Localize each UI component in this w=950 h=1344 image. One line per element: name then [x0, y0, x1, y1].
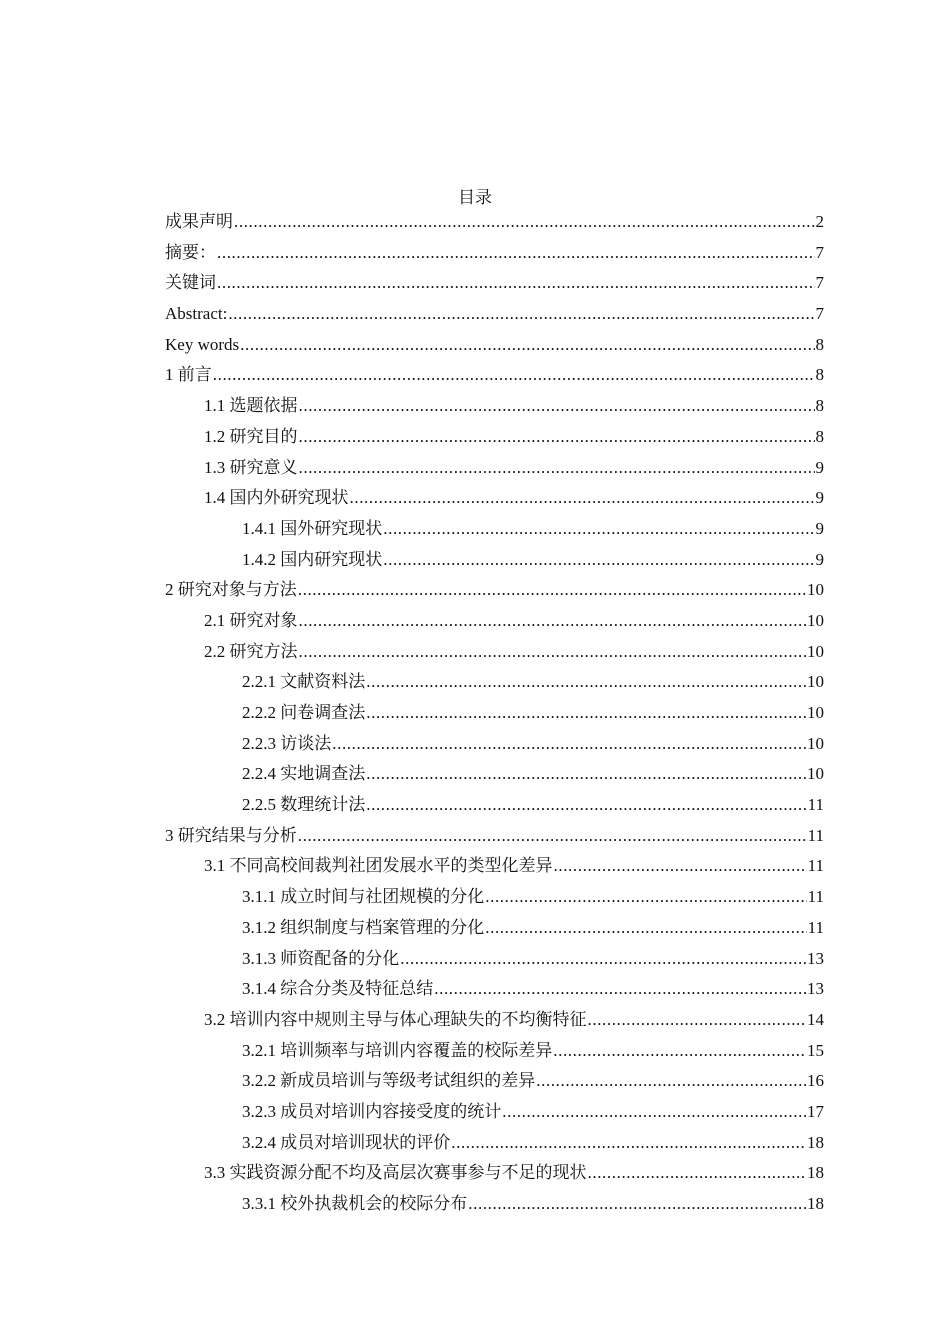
- dot-leader: [240, 330, 814, 361]
- dot-leader: [588, 1158, 807, 1189]
- toc-entry-page-number: 18: [807, 1163, 824, 1183]
- toc-entry[interactable]: [165, 1097, 824, 1128]
- toc-entry[interactable]: [165, 821, 824, 852]
- toc-entry[interactable]: [165, 1066, 824, 1097]
- toc-entry[interactable]: [165, 268, 824, 299]
- toc-entry-page-number: 13: [807, 979, 824, 999]
- toc-entry-page-number: 11: [807, 856, 824, 876]
- toc-entry-page-number: 10: [807, 610, 824, 630]
- toc-entry-page-number: 8: [815, 396, 824, 416]
- toc-entry[interactable]: [165, 606, 824, 637]
- toc-entry-page-number: 16: [807, 1071, 824, 1091]
- toc-entry[interactable]: [165, 299, 824, 330]
- toc-entry[interactable]: [165, 1036, 824, 1067]
- toc-entry[interactable]: [165, 667, 824, 698]
- toc-entry-label: Abstract:: [165, 304, 228, 324]
- toc-entry-label: 3.1.1 成立时间与社团规模的分化: [242, 887, 485, 907]
- dot-leader: [366, 698, 806, 729]
- toc-entry-label: 1.1 选题依据: [204, 396, 298, 416]
- dot-leader: [299, 637, 807, 668]
- dot-leader: [485, 882, 806, 913]
- dot-leader: [536, 1066, 806, 1097]
- toc-entry[interactable]: [165, 1189, 824, 1220]
- toc-entry[interactable]: [165, 453, 824, 484]
- toc-entry-label: 成果声明: [165, 212, 233, 231]
- dot-leader: [217, 238, 815, 269]
- toc-title: 目录: [458, 188, 492, 207]
- dot-leader: [299, 391, 815, 422]
- dot-leader: [332, 729, 806, 760]
- toc-entry[interactable]: [165, 1005, 824, 1036]
- toc-entry-page-number: 10: [807, 733, 824, 753]
- toc-entry-label: 1.3 研究意义: [204, 457, 298, 477]
- dot-leader: [234, 207, 815, 238]
- toc-entry-label: 3.1.4 综合分类及特征总结: [242, 979, 434, 999]
- toc-entry-label: 关键词: [165, 273, 216, 293]
- dot-leader: [350, 483, 815, 514]
- dot-leader: [217, 268, 815, 299]
- toc-entry-label: 1 前言: [165, 365, 212, 385]
- toc-entry-page-number: 10: [807, 764, 824, 784]
- toc-entry-page-number: 10: [807, 580, 824, 600]
- toc-entry-label: 3.2.3 成员对培训内容接受度的统计: [242, 1101, 502, 1121]
- toc-entry[interactable]: [165, 759, 824, 790]
- toc-entry-page-number: 10: [807, 672, 824, 692]
- toc-entry-page-number: 9: [815, 518, 824, 538]
- toc-entry-label: 3 研究结果与分析: [165, 825, 297, 845]
- toc-entry-label: 3.2 培训内容中规则主导与体心理缺失的不均衡特征: [204, 1009, 587, 1029]
- toc-entry-page-number: 13: [807, 948, 824, 968]
- toc-entry-label: 1.2 研究目的: [204, 426, 298, 446]
- dot-leader: [298, 821, 807, 852]
- dot-leader: [299, 422, 815, 453]
- toc-entry-page-number: 7: [815, 242, 824, 262]
- dot-leader: [299, 606, 807, 637]
- toc-entry-label: 2.2.1 文献资料法: [242, 672, 366, 692]
- toc-entry-page-number: 7: [815, 273, 824, 293]
- toc-entry[interactable]: [165, 1128, 824, 1159]
- toc-entry[interactable]: [165, 330, 824, 361]
- toc-entry-page-number: 10: [807, 703, 824, 722]
- toc-entry-page-number: 11: [807, 825, 824, 845]
- toc-entry-page-number: 9: [815, 457, 824, 477]
- toc-entry-label: 3.2.1 培训频率与培训内容覆盖的校际差异: [242, 1040, 553, 1060]
- dot-leader: [366, 790, 806, 821]
- toc-entry-page-number: 18: [807, 1194, 824, 1213]
- toc-entry[interactable]: [165, 790, 824, 821]
- toc-entry-label: 3.1.2 组织制度与档案管理的分化: [242, 917, 485, 937]
- toc-entry-label: 2.2.5 数理统计法: [242, 795, 366, 815]
- toc-entry-page-number: 17: [807, 1101, 824, 1121]
- toc-entry-label: 3.3 实践资源分配不均及高层次赛事参与不足的现状: [204, 1163, 587, 1183]
- dot-leader: [553, 1036, 806, 1067]
- dot-leader: [213, 360, 815, 391]
- dot-leader: [554, 851, 807, 882]
- toc-entry-label: 3.2.4 成员对培训现状的评价: [242, 1132, 451, 1152]
- dot-leader: [298, 575, 806, 606]
- toc-entry-page-number: 11: [807, 917, 824, 937]
- toc-entry[interactable]: [165, 483, 824, 514]
- table-of-contents: [165, 207, 824, 1220]
- toc-entry-page-number: 15: [807, 1040, 824, 1060]
- toc-entry[interactable]: [165, 944, 824, 975]
- toc-entry-page-number: 18: [807, 1132, 824, 1152]
- toc-entry[interactable]: [165, 575, 824, 606]
- toc-entry[interactable]: [165, 238, 824, 269]
- toc-entry-page-number: 11: [807, 887, 824, 907]
- dot-leader: [383, 514, 814, 545]
- toc-entry[interactable]: [165, 974, 824, 1005]
- dot-leader: [588, 1005, 807, 1036]
- toc-entry-page-number: 8: [815, 334, 824, 354]
- toc-entry[interactable]: [165, 729, 824, 760]
- toc-entry-page-number: 10: [807, 641, 824, 661]
- toc-entry-label: 摘要：: [165, 242, 216, 262]
- toc-entry-label: 2.2 研究方法: [204, 641, 298, 661]
- toc-entry-label: 2.2.2 问卷调查法: [242, 703, 366, 722]
- toc-entry-page-number: 9: [815, 488, 824, 508]
- toc-entry[interactable]: [165, 207, 824, 238]
- toc-entry[interactable]: [165, 422, 824, 453]
- dot-leader: [451, 1128, 806, 1159]
- toc-entry[interactable]: [165, 514, 824, 545]
- toc-entry-page-number: 8: [815, 365, 824, 385]
- dot-leader: [434, 974, 806, 1005]
- toc-entry-page-number: 11: [807, 795, 824, 815]
- toc-entry[interactable]: [165, 637, 824, 668]
- toc-entry-label: 3.1.3 师资配备的分化: [242, 948, 400, 968]
- toc-entry[interactable]: [165, 913, 824, 944]
- toc-entry-label: 3.3.1 校外执裁机会的校际分布: [242, 1194, 468, 1213]
- toc-entry-label: 3.1 不同高校间裁判社团发展水平的类型化差异: [204, 856, 553, 876]
- toc-entry-page-number: 14: [807, 1009, 824, 1029]
- dot-leader: [299, 453, 815, 484]
- dot-leader: [366, 667, 806, 698]
- dot-leader: [383, 545, 814, 576]
- toc-entry[interactable]: [165, 882, 824, 913]
- toc-entry-label: 2.2.3 访谈法: [242, 733, 332, 753]
- toc-entry-page-number: 7: [815, 304, 824, 324]
- toc-entry[interactable]: [165, 851, 824, 882]
- toc-entry-label: 3.2.2 新成员培训与等级考试组织的差异: [242, 1071, 536, 1091]
- toc-entry-page-number: 2: [815, 212, 824, 231]
- toc-entry-label: Key words: [165, 334, 240, 354]
- toc-entry-label: 1.4.2 国内研究现状: [242, 549, 383, 569]
- dot-leader: [228, 299, 814, 330]
- toc-entry-page-number: 8: [815, 426, 824, 446]
- dot-leader: [366, 759, 806, 790]
- toc-entry-label: 2 研究对象与方法: [165, 580, 297, 600]
- toc-entry-label: 2.2.4 实地调查法: [242, 764, 366, 784]
- toc-entry[interactable]: [165, 1158, 824, 1189]
- dot-leader: [400, 944, 806, 975]
- toc-entry-label: 1.4.1 国外研究现状: [242, 518, 383, 538]
- toc-entry[interactable]: [165, 698, 824, 729]
- toc-entry-label: 2.1 研究对象: [204, 610, 298, 630]
- dot-leader: [468, 1189, 806, 1220]
- toc-entry[interactable]: [165, 391, 824, 422]
- toc-entry-label: 1.4 国内外研究现状: [204, 488, 349, 508]
- dot-leader: [485, 913, 806, 944]
- toc-entry[interactable]: [165, 360, 824, 391]
- toc-entry-page-number: 9: [815, 549, 824, 569]
- toc-entry[interactable]: [165, 545, 824, 576]
- dot-leader: [502, 1097, 806, 1128]
